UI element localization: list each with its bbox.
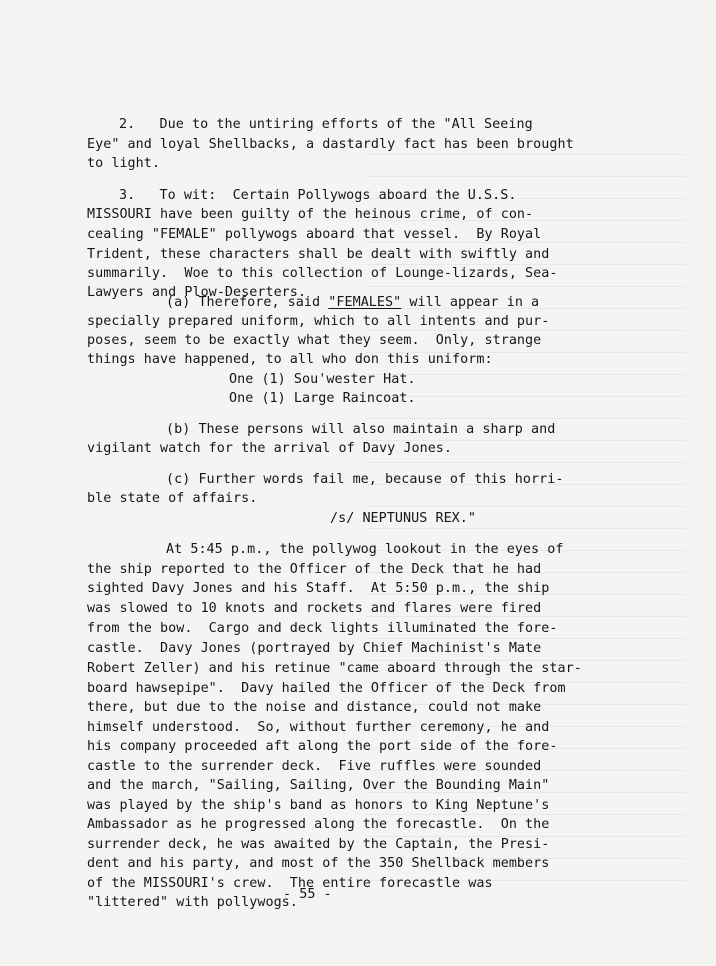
underlined-word: "FEMALES" [328, 295, 402, 310]
text-line: (b) These persons will also maintain a sharp and [166, 422, 556, 437]
text-line: and the march, "Sailing, Sailing, Over the Bounding Main" [87, 778, 550, 793]
text-line: "littered" with pollywogs. [87, 895, 298, 910]
text-line: surrender deck, he was awaited by the Captain, the Presi- [87, 837, 550, 852]
text-line: was played by the ship's band as honors to King Neptune's [87, 798, 550, 813]
text-line: dent and his party, and most of the 350 Shellback members [87, 856, 550, 871]
text-line: 2. Due to the untiring efforts of the "All Seeing [119, 117, 533, 132]
text-line: Ambassador as he progressed along the forecastle. On the [87, 817, 550, 832]
text-line: castle to the surrender deck. Five ruffles were sounded [87, 759, 542, 774]
text-line: to light. [87, 156, 161, 171]
text-line: of the MISSOURI's crew. The entire forecastle was [87, 876, 493, 891]
text-line: his company proceeded aft along the port side of the fore- [87, 739, 558, 754]
text-line: One (1) Large Raincoat. [229, 391, 416, 406]
text-line: the ship reported to the Officer of the Deck that he had [87, 562, 542, 577]
text-line: (c) Further words fail me, because of this horri- [166, 472, 564, 487]
text-line: from the bow. Cargo and deck lights illuminated the fore- [87, 621, 558, 636]
text-line: At 5:45 p.m., the pollywog lookout in the eyes of [166, 542, 564, 557]
text-line: ble state of affairs. [87, 491, 258, 506]
text-line: 3. To wit: Certain Pollywogs aboard the U.S.S. [119, 188, 517, 203]
text-line: poses, seem to be exactly what they seem. Only, strange [87, 333, 542, 348]
text-line: Lawyers and Plow-Deserters. [87, 285, 307, 300]
text-line: specially prepared uniform, which to all intents and pur- [87, 314, 550, 329]
text-line: Eye" and loyal Shellbacks, a dastardly fact has been brought [87, 137, 574, 152]
text-line: Robert Zeller) and his retinue "came aboard through the star- [87, 661, 582, 676]
text-line: things have happened, to all who don this uniform: [87, 352, 493, 367]
text-line: cealing "FEMALE" pollywogs aboard that vessel. By Royal [87, 227, 542, 242]
text-line: sighted Davy Jones and his Staff. At 5:50 p.m., the ship [87, 581, 550, 596]
text-line: was slowed to 10 knots and rockets and flares were fired [87, 601, 542, 616]
text-line: (a) Therefore, said "FEMALES" will appear in a [166, 295, 540, 310]
text-line: there, but due to the noise and distance, could not make [87, 700, 542, 715]
page-number: - 55 - [283, 887, 332, 902]
text-line: castle. Davy Jones (portrayed by Chief Machinist's Mate [87, 641, 542, 656]
text-line: board hawsepipe". Davy hailed the Officer of the Deck from [87, 681, 566, 696]
text-line: himself understood. So, without further ceremony, he and [87, 720, 550, 735]
text-line: summarily. Woe to this collection of Lounge-lizards, Sea- [87, 266, 558, 281]
text-line: MISSOURI have been guilty of the heinous crime, of con- [87, 207, 534, 222]
signature-line: /s/ NEPTUNUS REX." [330, 511, 477, 526]
text-line: One (1) Sou'wester Hat. [229, 372, 416, 387]
text-line: vigilant watch for the arrival of Davy Jones. [87, 441, 453, 456]
text-line: Trident, these characters shall be dealt with swiftly and [87, 247, 550, 262]
